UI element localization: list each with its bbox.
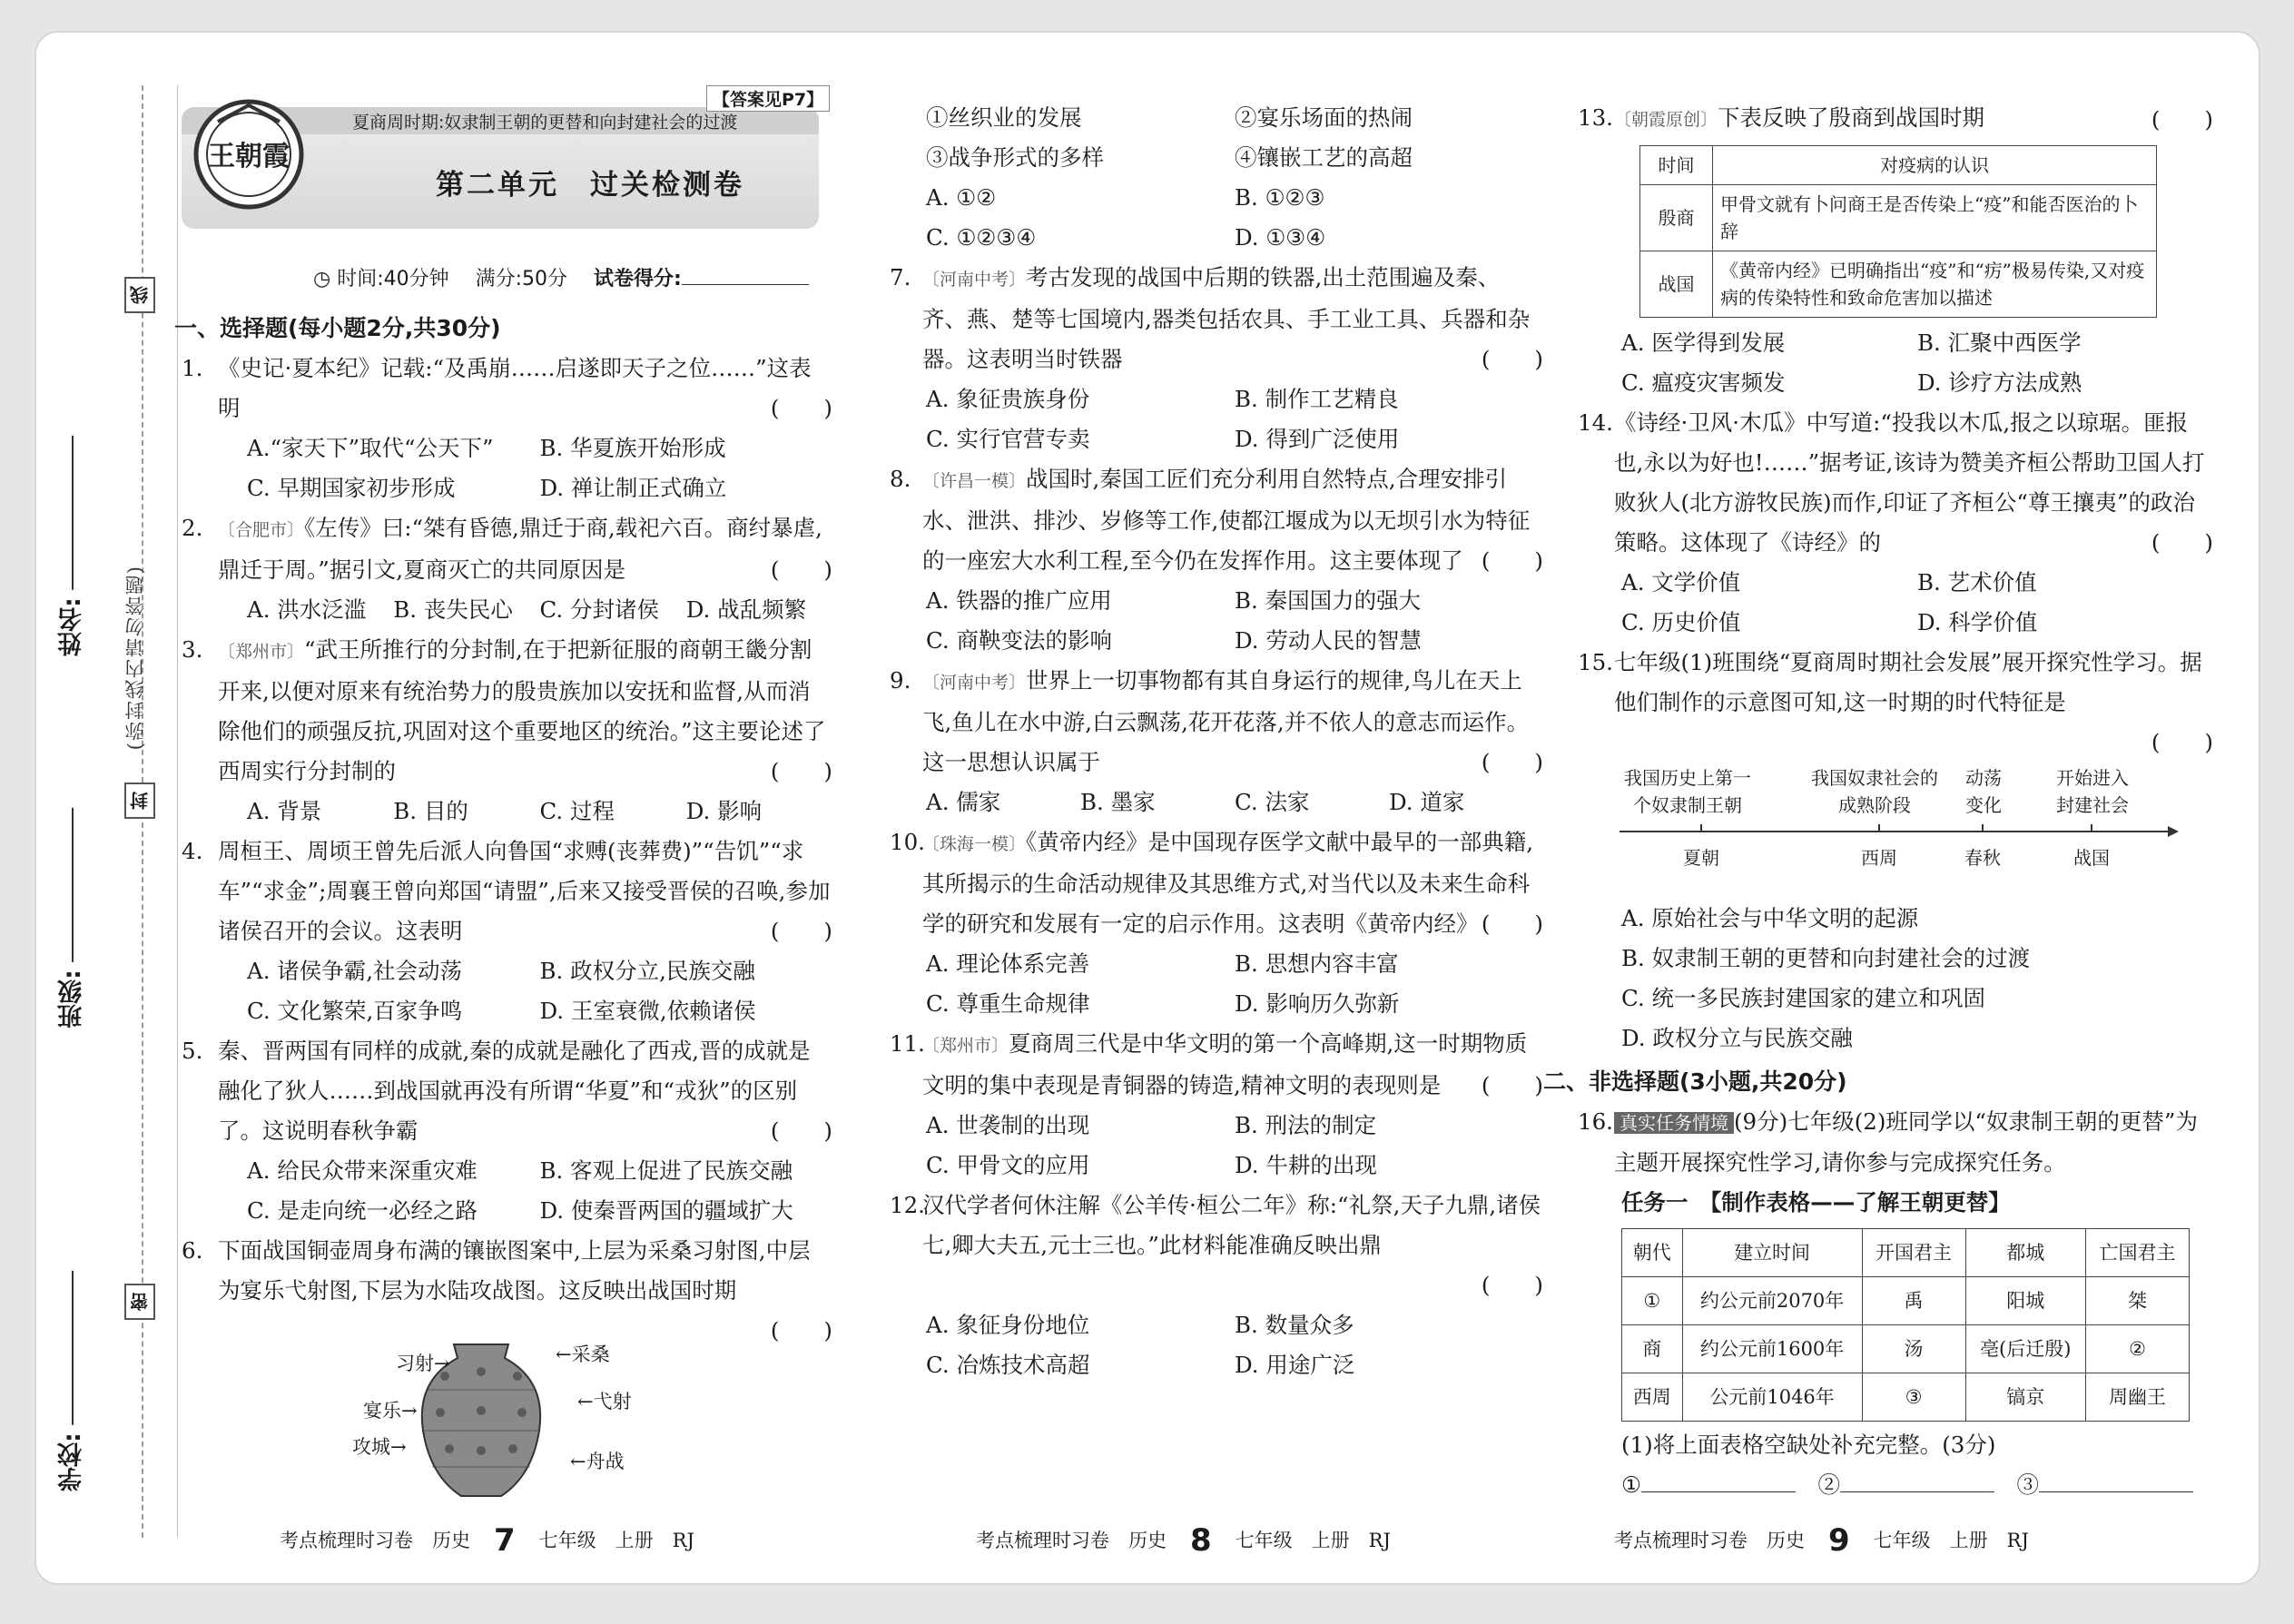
options-q6 — [908, 178, 1543, 218]
option[interactable]: A. ①② — [926, 184, 997, 211]
answer-paren[interactable]: ( ) — [2151, 529, 2213, 556]
option[interactable]: B. 秦国国力的强大 — [1235, 587, 1422, 614]
option[interactable]: D. 用途广泛 — [1235, 1352, 1355, 1378]
option[interactable]: D. 影响 — [685, 798, 763, 824]
option[interactable]: B. 华夏族开始形成 — [539, 435, 726, 461]
question-text: 《左传》曰:“桀有昏德,鼎迁于商,载祀六百。商纣暴虐,鼎迁于周。”据引文,夏商灭亡的共同原因是 — [218, 515, 822, 583]
clock-icon: ◷ — [313, 268, 331, 290]
question-6: 6. 下面战国铜壶周身布满的镶嵌图案中,上层为采桑习射图,中层为宴乐弋射图,下层为水陆攻战图。这反映出战国时期 — [182, 1237, 811, 1304]
score-label: 试卷得分: — [594, 268, 682, 290]
option[interactable]: A. 铁器的推广应用 — [926, 587, 1112, 614]
option[interactable]: D. 政权分立与民族交融 — [1621, 1025, 1853, 1051]
option[interactable]: A. 象征贵族身份 — [926, 386, 1090, 412]
option[interactable]: C. 文化繁荣,百家争鸣 — [247, 998, 463, 1024]
source-tag: 〔许昌一模〕 — [922, 471, 1027, 491]
question-text: 战国时,秦国工匠们充分利用自然特点,合理安排引水、泄洪、排沙、岁修等工作,使都江堰成为以无坝引水为特征的一座宏大水利工程,至今仍在发挥作用。这主要体现了 — [922, 466, 1531, 574]
option[interactable]: A. 诸侯争霸,社会动荡 — [247, 958, 463, 984]
options-q13 — [1578, 323, 2213, 363]
options-q1 — [174, 468, 832, 508]
options-q4 — [174, 991, 832, 1031]
time-limit: 时间:40分钟 — [337, 268, 449, 290]
option[interactable]: B. 艺术价值 — [1917, 569, 2037, 595]
section-heading-open: 二、非选择题(3小题,共20分) — [1543, 1068, 1847, 1095]
options-q11 — [908, 1146, 1543, 1186]
school-field[interactable] — [54, 1271, 90, 1491]
source-tag: 〔河南中考〕 — [922, 673, 1027, 693]
question-text: 周桓王、周顷王曾先后派人向鲁国“求赙(丧葬费)”“告饥”“求车”“求金”;周襄王曾向郑国“请盟”,后来又接受晋侯的召唤,参加诸侯召开的会议。这表明 — [218, 838, 831, 944]
option[interactable]: A. 理论体系完善 — [926, 950, 1090, 977]
option[interactable]: B. 丧失民心 — [393, 596, 513, 623]
name-field[interactable] — [54, 436, 90, 656]
items-q6: ①丝织业的发展 ②宴乐场面的热闹 — [926, 104, 1413, 131]
answer-paren[interactable]: ( ) — [1481, 547, 1543, 574]
option[interactable]: C. 是走向统一必经之路 — [247, 1197, 478, 1224]
question-text: 世界上一切事物都有其自身运行的规律,鸟儿在天上飞,鱼儿在水中游,白云飘荡,花开花落,并不依人的意志而运作。这一思想认识属于 — [922, 667, 1530, 775]
disease-table: 时间 对疫病的认识 殷商 甲骨文就有卜问商王是否传染上“疫”和能否医治的卜辞 战国 《黄帝内经》已明确指出“疫”和“疠”极易传染,又对疫病的传染特性和致命危害加以描述 — [1639, 145, 2157, 318]
page-number: 8 — [1190, 1522, 1212, 1559]
answer-paren[interactable]: ( ) — [770, 1317, 832, 1343]
answer-paren[interactable]: ( ) — [770, 395, 832, 421]
source-tag: 〔珠海一模〕 — [922, 834, 1027, 854]
option[interactable]: B. 客观上促进了民族交融 — [539, 1157, 793, 1184]
options-q1 — [174, 428, 832, 468]
option[interactable]: B. 数量众多 — [1235, 1312, 1354, 1338]
options-q11 — [908, 1106, 1543, 1146]
vase-label: 宴乐→ — [363, 1400, 418, 1422]
options-q6 — [908, 218, 1543, 258]
option[interactable]: A. 儒家 — [926, 789, 1001, 815]
class-field[interactable] — [54, 808, 90, 1029]
option[interactable]: C. 过程 — [539, 798, 615, 824]
option[interactable]: B. 政权分立,民族交融 — [539, 958, 755, 984]
option[interactable]: A. 世袭制的出现 — [926, 1112, 1090, 1138]
source-tag: 〔合肥市〕 — [218, 520, 305, 540]
options-q10 — [908, 944, 1543, 984]
options-q4 — [174, 951, 832, 991]
option[interactable]: B. 奴隶制王朝的更替和向封建社会的过渡 — [1621, 945, 2031, 971]
options-q8 — [908, 621, 1543, 661]
option[interactable]: D. 得到广泛使用 — [1235, 426, 1400, 452]
option[interactable]: D. 劳动人民的智慧 — [1235, 627, 1422, 654]
items-q6: ③战争形式的多样 ④镶嵌工艺的高超 — [926, 144, 1413, 171]
column-left — [174, 309, 832, 1351]
task-heading: 任务一 【制作表格——了解王朝更替】 — [1621, 1189, 2011, 1216]
question-text: “武王所推行的分封制,在于把新征服的商朝王畿分割开来,以便对原来有统治势力的殷贵族加以安抚和监督,从而消除他们的顽强反抗,巩固对这个重要地区的统治。”这主要论述了西周实行分封制的 — [218, 636, 826, 784]
answer-paren[interactable]: ( ) — [770, 1117, 832, 1144]
question-3: 3. 〔郑州市〕“武王所推行的分封制,在于把新征服的商朝王畿分割开来,以便对原来有统治势力的殷贵族加以安抚和监督,从而消除他们的顽强反抗,巩固对这个重要地区的统治。”这主要论述了西周实行分封制的 ( ) — [174, 630, 832, 792]
dynasty-table: 朝代 建立时间 开国君主 都城 亡国君主 ① 约公元前2070年 禹 阳城 桀 商 约公元前1600年 汤 亳(后迁殷) ② 西周 公元前1046年 ③ 镐京 周幽王 — [1621, 1228, 2190, 1422]
option[interactable]: C. 法家 — [1235, 789, 1310, 815]
option[interactable]: D. 王室衰微,依赖诸侯 — [539, 998, 756, 1024]
question-text: 汉代学者何休注解《公羊传·桓公二年》称:“礼祭,天子九鼎,诸侯七,卿大夫五,元士三也。”此材料能准确反映出鼎 — [922, 1192, 1541, 1258]
question-13: 13. 〔朝霞原创〕下表反映了殷商到战国时期 ( ) — [1578, 98, 2213, 140]
vase-label: ←舟战 — [570, 1451, 625, 1472]
timeline-diagram: 我国历史上第一个奴隶制王朝 我国奴隶社会的成熟阶段 动荡变化 开始进入封建社会 夏朝 西周 春秋 战国 — [1578, 763, 2213, 899]
question-8: 8. 〔许昌一模〕战国时,秦国工匠们充分利用自然特点,合理安排引水、泄洪、排沙、岁修等工作,使都江堰成为以无坝引水为特征的一座宏大水利工程,至今仍在发挥作用。这主要体现了 ( ) — [890, 459, 1543, 581]
question-15: 15. 七年级(1)班围绕“夏商周时期社会发展”展开探究性学习。据他们制作的示意图可知,这一时期的时代特征是 — [1578, 649, 2202, 715]
option[interactable]: D. 战乱频繁 — [685, 596, 807, 623]
question-text: 下面战国铜壶周身布满的镶嵌图案中,上层为采桑习射图,中层为宴乐弋射图,下层为水陆攻战图。这反映出战国时期 — [218, 1237, 811, 1304]
class-label: 班级: — [58, 969, 86, 1029]
question-text: 《黄帝内经》是中国现存医学文献中最早的一部典籍,其所揭示的生命活动规律及其思维方式,对当代以及未来生命科学的研究和发展有一定的启示作用。这表明《黄帝内经》 — [922, 829, 1534, 937]
options-q5 — [174, 1151, 832, 1191]
seal-mark-top: 线 — [124, 277, 155, 313]
school-label: 学校: — [58, 1432, 86, 1491]
sub-question-1: (1)将上面表格空缺处补充完整。(3分) — [1621, 1432, 1996, 1458]
answer-paren[interactable]: ( ) — [770, 918, 832, 944]
timeline-axis — [1620, 821, 2182, 842]
footer-page-9: 考点梳理时习卷 历史 9 七年级 上册 RJ — [1614, 1522, 2029, 1559]
source-tag: 〔郑州市〕 — [218, 642, 305, 662]
question-text: 《史记·夏本纪》记载:“及禹崩……启遂即天子之位……”这表明 — [218, 355, 812, 421]
option[interactable]: A. 象征身份地位 — [926, 1312, 1090, 1338]
footer-page-7: 考点梳理时习卷 历史 7 七年级 上册 RJ — [280, 1522, 694, 1559]
blank-1[interactable] — [1641, 1491, 1796, 1492]
question-text: 秦、晋两国有同样的成就,秦的成就是融化了西戎,晋的成就是融化了狄人……到战国就再没有所谓“华夏”和“戎狄”的区别了。这说明春秋争霸 — [218, 1038, 811, 1144]
answer-paren[interactable]: ( ) — [1481, 910, 1543, 937]
svg-text:王朝霞: 王朝霞 — [208, 141, 290, 172]
question-2: 2. 〔合肥市〕《左传》曰:“桀有昏德,鼎迁于商,载祀六百。商纣暴虐,鼎迁于周。”据引文,夏商灭亡的共同原因是 ( ) — [174, 508, 832, 590]
options-q7 — [908, 379, 1543, 419]
footer-page-8: 考点梳理时习卷 历史 8 七年级 上册 RJ — [976, 1522, 1391, 1559]
option[interactable]: C. 冶炼技术高超 — [926, 1352, 1090, 1378]
seal-mark-bottom: 密 — [124, 1284, 155, 1320]
vase-label: ←采桑 — [556, 1343, 610, 1365]
option[interactable]: B. 汇聚中西医学 — [1917, 330, 2082, 356]
option[interactable]: A. 原始社会与中华文明的起源 — [1621, 905, 1919, 931]
option[interactable]: D. 牛耕的出现 — [1235, 1152, 1377, 1178]
option[interactable]: C. 分封诸侯 — [539, 596, 659, 623]
page-number: 9 — [1828, 1522, 1850, 1559]
option[interactable]: A. 医学得到发展 — [1621, 330, 1786, 356]
option[interactable]: C. 实行官营专卖 — [926, 426, 1090, 452]
exam-info — [313, 263, 809, 291]
question-text: 夏商周三代是中华文明的第一个高峰期,这一时期物质文明的集中表现是青铜器的铸造,精神文明的表现则是 — [922, 1030, 1528, 1098]
option[interactable]: C. 瘟疫灾害频发 — [1621, 369, 1786, 396]
source-tag: 〔河南中考〕 — [922, 270, 1027, 290]
answer-paren[interactable]: ( ) — [770, 758, 832, 784]
column-middle — [890, 98, 1543, 1385]
answer-paren[interactable]: ( ) — [1481, 1072, 1543, 1098]
question-7: 7. 〔河南中考〕考古发现的战国中后期的铁器,出土范围遍及秦、齐、燕、楚等七国境内,器类包括农具、手工业工具、兵器和杂器。这表明当时铁器 ( ) — [890, 258, 1543, 379]
score-blank[interactable] — [682, 284, 809, 285]
option[interactable]: C. 商鞅变法的影响 — [926, 627, 1112, 654]
question-16: 16. 真实任务情境 (9分)七年级(2)班同学以“奴隶制王朝的更替”为主题开展探究性学习,请你参与完成探究任务。 — [1578, 1108, 2198, 1176]
question-text: 考古发现的战国中后期的铁器,出土范围遍及秦、齐、燕、楚等七国境内,器类包括农具、手工业工具、兵器和杂器。这表明当时铁器 — [922, 264, 1531, 372]
answer-paren[interactable]: ( ) — [2151, 729, 2213, 755]
options-q12 — [908, 1345, 1543, 1385]
name-label: 姓名: — [58, 597, 86, 656]
answer-reference: 【答案见P7】 — [706, 85, 830, 112]
option[interactable]: D. 科学价值 — [1917, 609, 2038, 635]
question-9: 9. 〔河南中考〕世界上一切事物都有其自身运行的规律,鸟儿在天上飞,鱼儿在水中游,白云飘荡,花开花落,并不依人的意志而运作。这一思想认识属于 ( ) — [890, 661, 1543, 782]
question-10: 10. 〔珠海一模〕《黄帝内经》是中国现存医学文献中最早的一部典籍,其所揭示的生命活动规律及其思维方式,对当代以及未来生命科学的研究和发展有一定的启示作用。这表明《黄帝内经》 ( ) — [890, 822, 1543, 944]
vase-label: 攻城→ — [352, 1436, 407, 1458]
question-11: 11. 〔郑州市〕夏商周三代是中华文明的第一个高峰期,这一时期物质文明的集中表现是青铜器的铸造,精神文明的表现则是 ( ) — [890, 1024, 1543, 1106]
option[interactable]: D. 道家 — [1389, 789, 1465, 815]
options-q12 — [908, 1305, 1543, 1345]
options-q3 — [174, 792, 832, 832]
options-q2 — [174, 590, 832, 630]
blank-2[interactable] — [1840, 1491, 1994, 1492]
option[interactable]: C. 尊重生命规律 — [926, 990, 1090, 1017]
option[interactable]: A.“家天下”取代“公天下” — [247, 435, 494, 461]
option[interactable]: A. 背景 — [247, 798, 322, 824]
question-text: 《诗经·卫风·木瓜》中写道:“投我以木瓜,报之以琼琚。匪报也,永以为好也!……”据考证,该诗为赞美齐桓公帮助卫国人打败狄人(北方游牧民族)而作,印证了齐桓公“尊王攘夷”的政治策略。这体现了《诗经》的 — [1614, 409, 2205, 556]
page-title: 第二单元 过关检测卷 — [436, 169, 744, 202]
column-right — [1543, 98, 2213, 1505]
option[interactable]: D. 禅让制正式确立 — [539, 475, 727, 501]
source-tag: 〔朝霞原创〕 — [1614, 110, 1718, 130]
unit-subtitle: 夏商周时期:奴隶制王朝的更替和向封建社会的过渡 — [352, 113, 738, 133]
options-q14 — [1578, 603, 2213, 643]
answer-paren[interactable]: ( ) — [770, 556, 832, 583]
answer-paren[interactable]: ( ) — [2151, 106, 2213, 133]
answer-paren[interactable]: ( ) — [1481, 749, 1543, 775]
options-q9 — [908, 782, 1543, 822]
option[interactable]: C. 统一多民族封建国家的建立和巩固 — [1621, 985, 1985, 1011]
answer-paren[interactable]: ( ) — [1481, 1272, 1543, 1298]
task-badge: 真实任务情境 — [1614, 1112, 1734, 1134]
options-q14 — [1578, 563, 2213, 603]
full-score: 满分:50分 — [475, 268, 568, 290]
question-text: 下表反映了殷商到战国时期 — [1718, 104, 1985, 131]
option[interactable]: B. 目的 — [393, 798, 468, 824]
answer-paren[interactable]: ( ) — [1481, 346, 1543, 372]
options-q10 — [908, 984, 1543, 1024]
option[interactable]: B. 墨家 — [1080, 789, 1156, 815]
options-q13 — [1578, 363, 2213, 403]
option[interactable]: D. 诊疗方法成熟 — [1917, 369, 2082, 396]
question-4: 4. 周桓王、周顷王曾先后派人向鲁国“求赙(丧葬费)”“告饥”“求车”“求金”;周襄王曾向郑国“请盟”,后来又接受晋侯的召唤,参加诸侯召开的会议。这表明 ( ) — [174, 832, 832, 951]
option[interactable]: B. ①②③ — [1235, 184, 1325, 211]
option[interactable]: D. ①③④ — [1235, 224, 1326, 251]
brand-logo — [191, 96, 307, 212]
option[interactable]: A. 文学价值 — [1621, 569, 1741, 595]
option[interactable]: A. 洪水泛滥 — [247, 596, 367, 623]
question-14: 14. 《诗经·卫风·木瓜》中写道:“投我以木瓜,报之以琼琚。匪报也,永以为好也!……”据考证,该诗为赞美齐桓公帮助卫国人打败狄人(北方游牧民族)而作,印证了齐桓公“尊王攘夷”的政治策略。这体现了《诗经》的 ( ) — [1578, 403, 2213, 563]
option[interactable]: B. 思想内容丰富 — [1235, 950, 1399, 977]
option[interactable]: D. 使秦晋两国的疆域扩大 — [539, 1197, 793, 1224]
question-1: 1. 《史记·夏本纪》记载:“及禹崩……启遂即天子之位……”这表明 ( ) — [174, 349, 832, 428]
options-q5 — [174, 1191, 832, 1231]
option[interactable]: B. 刑法的制定 — [1235, 1112, 1377, 1138]
page-number: 7 — [494, 1522, 516, 1559]
option[interactable]: C. 甲骨文的应用 — [926, 1152, 1090, 1178]
vase-label: ←弋射 — [577, 1391, 632, 1412]
question-5: 5. 秦、晋两国有同样的成就,秦的成就是融化了西戎,晋的成就是融化了狄人……到战国就再没有所谓“华夏”和“戎狄”的区别了。这说明春秋争霸 ( ) — [174, 1031, 832, 1151]
option[interactable]: D. 影响历久弥新 — [1235, 990, 1400, 1017]
source-tag: 〔郑州市〕 — [922, 1036, 1009, 1056]
blank-3[interactable] — [2039, 1491, 2193, 1492]
question-text: 七年级(1)班围绕“夏商周时期社会发展”展开探究性学习。据他们制作的示意图可知,这一时期的时代特征是 — [1614, 649, 2202, 715]
seal-mark-mid: 封 — [124, 782, 155, 819]
section-heading-choice: 一、选择题(每小题2分,共30分) — [174, 315, 501, 341]
options-q7 — [908, 419, 1543, 459]
options-q8 — [908, 581, 1543, 621]
answer-blanks: ① ② ③ — [1578, 1465, 2213, 1505]
question-text: (9分)七年级(2)班同学以“奴隶制王朝的更替”为主题开展探究性学习,请你参与完成探究任务。 — [1614, 1108, 2198, 1176]
vase-label: 习射→ — [396, 1353, 450, 1374]
binding-note: (弥封线内请勿答题) — [124, 565, 146, 751]
option[interactable]: C. ①②③④ — [926, 224, 1037, 251]
option[interactable]: C. 历史价值 — [1621, 609, 1741, 635]
option[interactable]: B. 制作工艺精良 — [1235, 386, 1399, 412]
option[interactable]: A. 给民众带来深重灾难 — [247, 1157, 478, 1184]
option[interactable]: C. 早期国家初步形成 — [247, 475, 456, 501]
question-12: 12. 汉代学者何休注解《公羊传·桓公二年》称:“礼祭,天子九鼎,诸侯七,卿大夫五,元士三也。”此材料能准确反映出鼎 — [890, 1192, 1541, 1258]
